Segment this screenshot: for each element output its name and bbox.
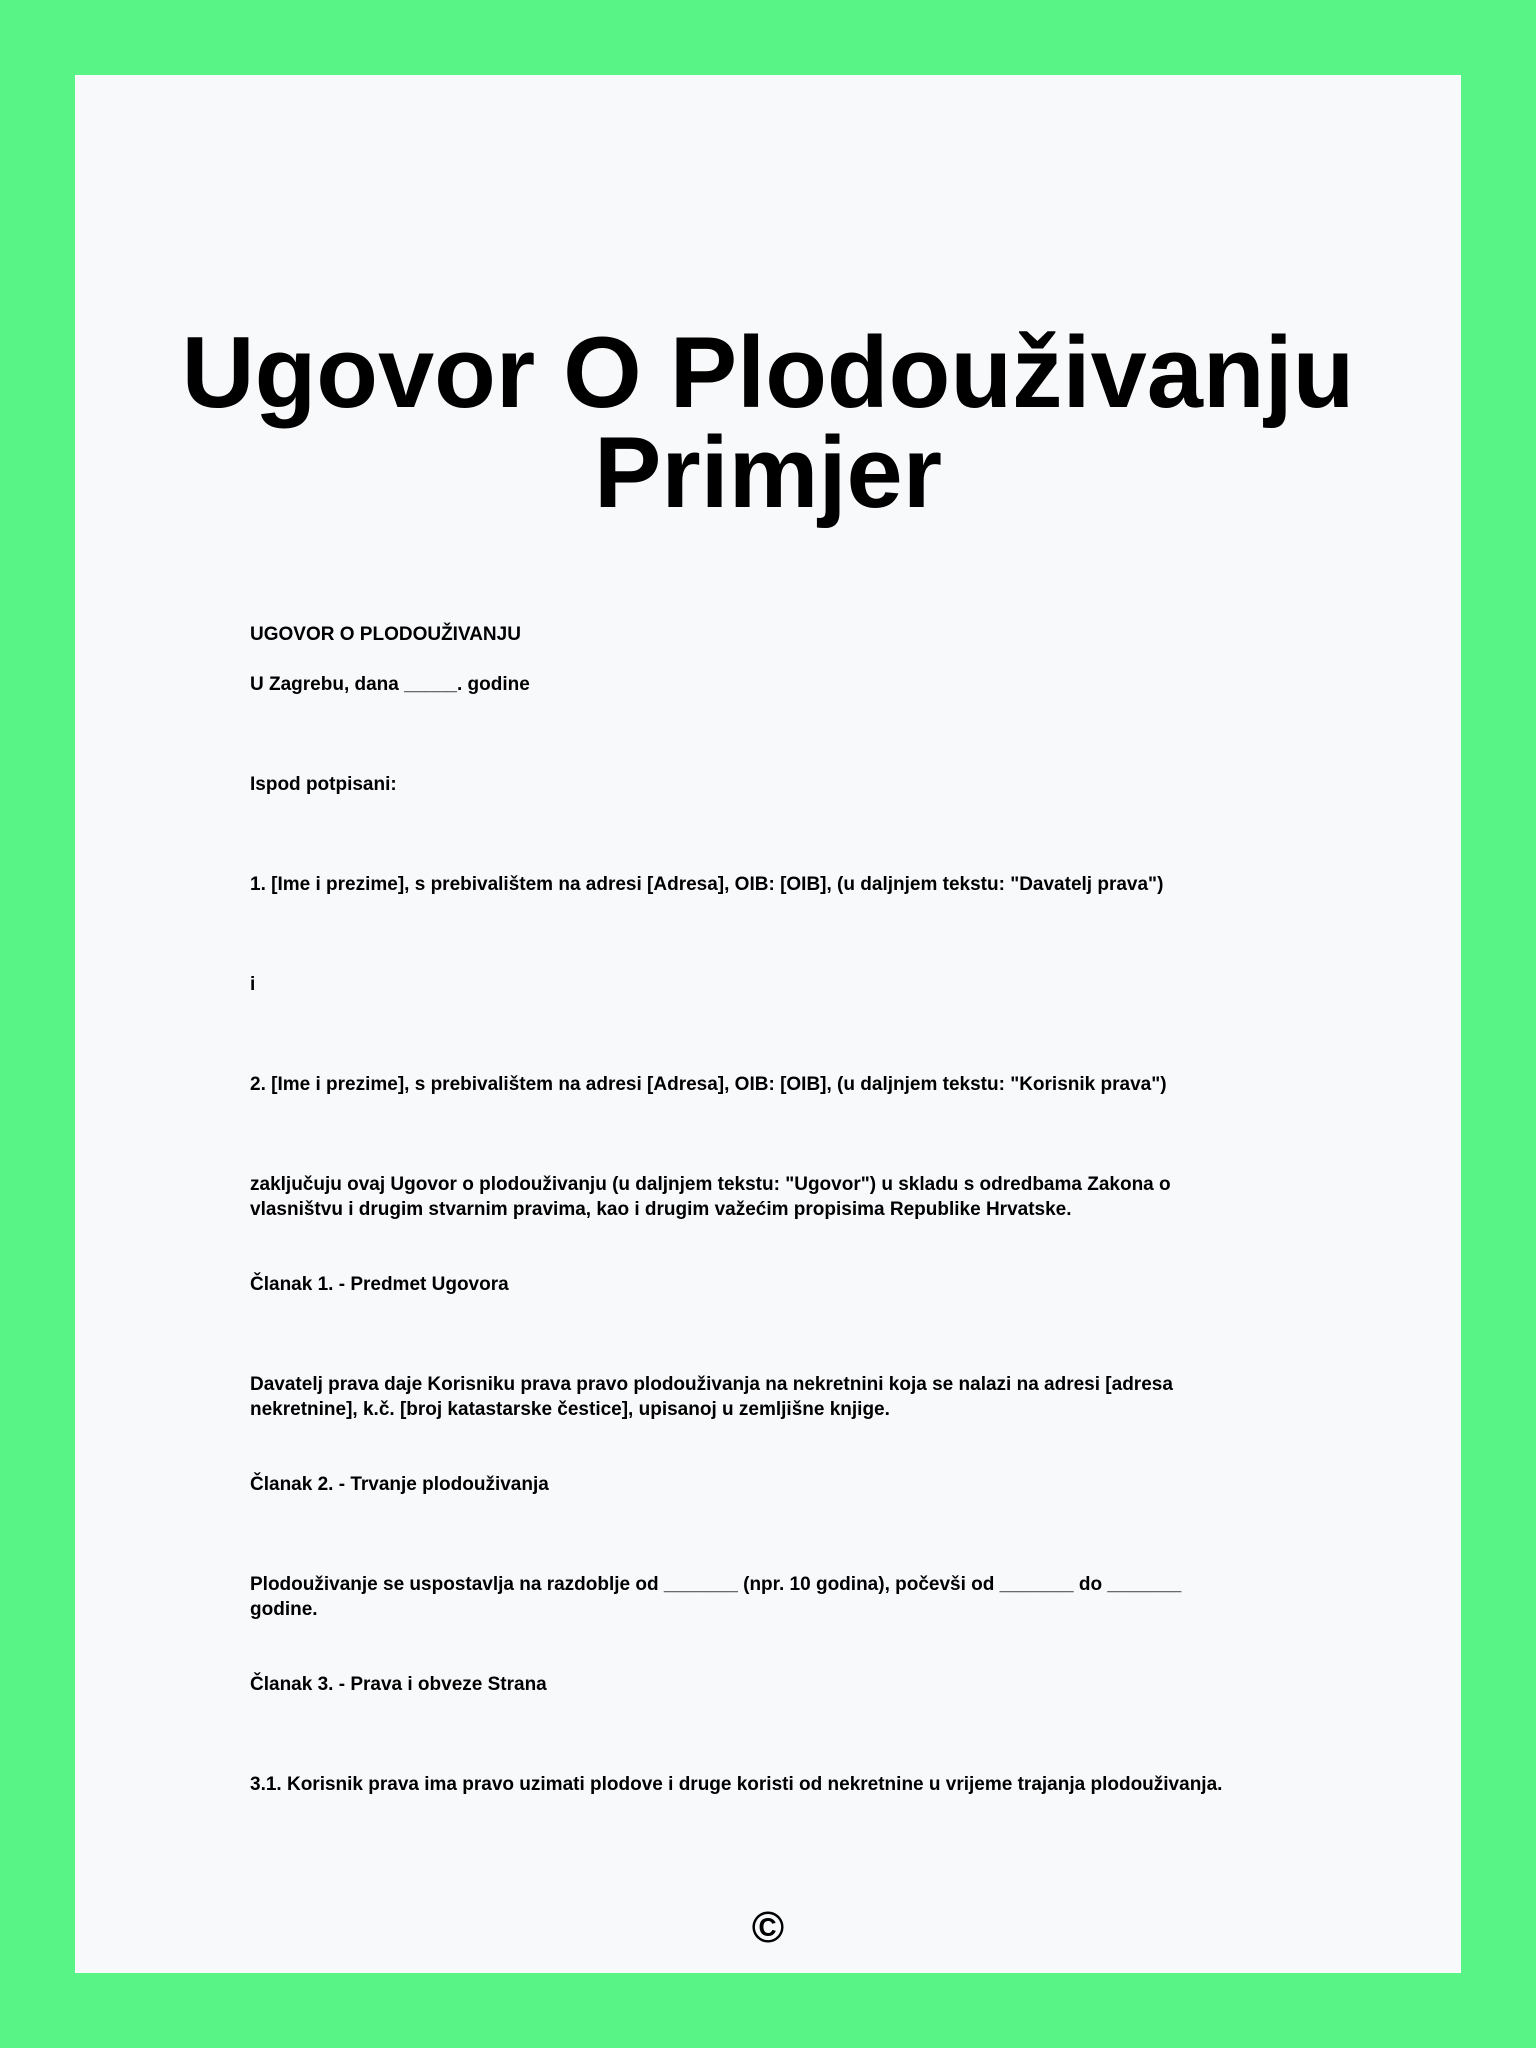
article-2-text: Plodouživanje se uspostavlja na razdoblje od _______ (npr. 10 godina), počevši od _______ do _______ godine. xyxy=(250,1574,1182,1620)
copyright-icon: © xyxy=(751,1903,785,1952)
title-line-2: Primjer xyxy=(593,417,943,529)
party-1: 1. [Ime i prezime], s prebivalištem na adresi [Adresa], OIB: [OIB], (u daljnjem tekstu: "Davatelj prava") xyxy=(250,874,1164,895)
conjunction: i xyxy=(250,974,256,995)
article-2-heading: Članak 2. - Trvanje plodouživanja xyxy=(250,1474,549,1495)
article-3-1-text: 3.1. Korisnik prava ima pravo uzimati plodove i druge koristi od nekretnine u vrijeme trajanja plodouživanja. xyxy=(250,1774,1223,1795)
document-title xyxy=(75,317,1461,529)
party-2: 2. [Ime i prezime], s prebivalištem na adresi [Adresa], OIB: [OIB], (u daljnjem tekstu: "Korisnik prava") xyxy=(250,1074,1167,1095)
article-1-text: Davatelj prava daje Korisniku prava pravo plodouživanja na nekretnini koja se nalazi na adresi [adresa nekretnine], k.č. [broj katastarske čestice], upisanoj u zemljišne knjige. xyxy=(250,1374,1173,1420)
preamble: zaključuju ovaj Ugovor o plodouživanju (u daljnjem tekstu: "Ugovor") u skladu s odredbama Zakona o vlasništvu i drugim stvarnim pravima, kao i drugim važećim propisima Republike Hrvatske. xyxy=(250,1174,1171,1220)
place-date-line: U Zagrebu, dana _____. godine xyxy=(250,674,530,695)
article-1-heading: Članak 1. - Predmet Ugovora xyxy=(250,1274,509,1295)
document-page xyxy=(75,75,1461,1973)
article-3-heading: Članak 3. - Prava i obveze Strana xyxy=(250,1674,547,1695)
signatories-intro: Ispod potpisani: xyxy=(250,774,397,795)
title-line-1: Ugovor O Plodouživanju xyxy=(181,317,1355,429)
contract-heading: UGOVOR O PLODOUŽIVANJU xyxy=(250,624,521,645)
